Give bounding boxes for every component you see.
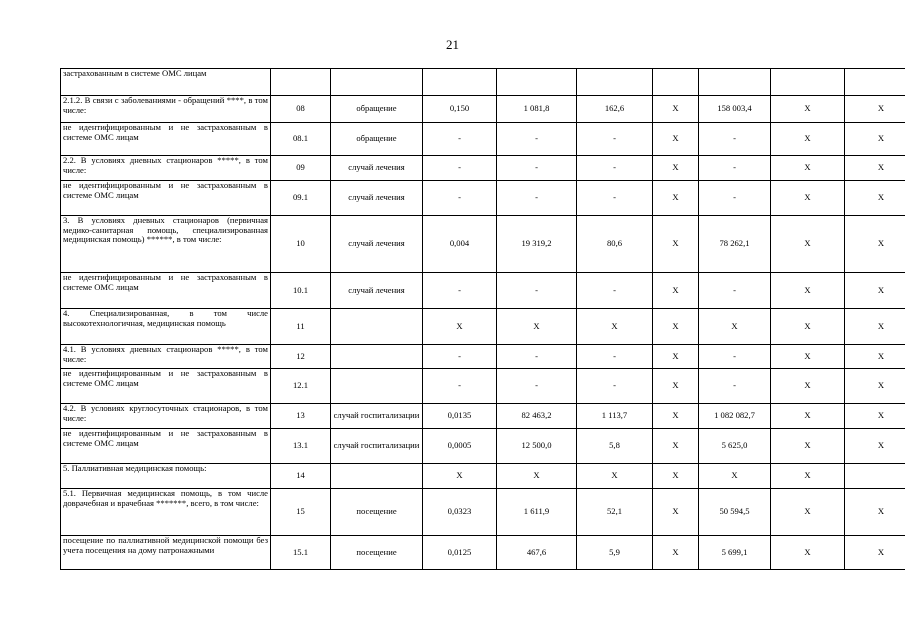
table-cell: -: [423, 369, 497, 404]
table-cell: X: [845, 309, 905, 345]
table-cell: [653, 69, 699, 96]
table-cell: -: [497, 369, 577, 404]
table-row: [61, 123, 905, 156]
table-cell: X: [497, 464, 577, 489]
table-cell: X: [771, 123, 845, 156]
table-cell: X: [653, 309, 699, 345]
table-cell: X: [845, 489, 905, 536]
table-cell: 0,150: [423, 96, 497, 123]
row-code: 10: [271, 216, 331, 273]
table-cell: 78 262,1: [699, 216, 771, 273]
table-cell: X: [845, 369, 905, 404]
table-row: [61, 489, 905, 536]
table-cell: -: [497, 123, 577, 156]
table-cell: 162,6: [577, 96, 653, 123]
table-cell: -: [577, 123, 653, 156]
table-cell: -: [699, 345, 771, 369]
table-row: [61, 345, 905, 369]
table-cell: X: [771, 96, 845, 123]
table-cell: X: [771, 273, 845, 309]
table-cell: X: [845, 404, 905, 429]
table-cell: [771, 69, 845, 96]
table-cell: 1 082 082,7: [699, 404, 771, 429]
table-cell: X: [699, 464, 771, 489]
row-code: 08.1: [271, 123, 331, 156]
row-code: 12.1: [271, 369, 331, 404]
table-cell: -: [423, 123, 497, 156]
table-cell: 82 463,2: [497, 404, 577, 429]
row-unit: [331, 69, 423, 96]
row-label: 5.1. Первичная медицинская помощь, в том числе доврачебная и врачебная *******, всего, в том числе:: [61, 489, 271, 536]
table-cell: 0,0125: [423, 536, 497, 570]
table-cell: 1 611,9: [497, 489, 577, 536]
table-cell: X: [577, 309, 653, 345]
table-cell: -: [423, 181, 497, 216]
table-cell: X: [845, 156, 905, 181]
row-code: 11: [271, 309, 331, 345]
table-cell: X: [497, 309, 577, 345]
table-cell: X: [771, 309, 845, 345]
table-cell: X: [653, 273, 699, 309]
table-cell: X: [845, 536, 905, 570]
row-unit: [331, 309, 423, 345]
row-label: не идентифицированным и не застрахованным в системе ОМС лицам: [61, 369, 271, 404]
table-cell: [577, 69, 653, 96]
table-row: [61, 156, 905, 181]
table-row: [61, 273, 905, 309]
table-cell: [845, 464, 905, 489]
table-cell: -: [497, 273, 577, 309]
table-cell: -: [577, 273, 653, 309]
table-cell: -: [423, 156, 497, 181]
table-cell: -: [699, 273, 771, 309]
table-cell: 0,0323: [423, 489, 497, 536]
row-code: [271, 69, 331, 96]
row-code: 08: [271, 96, 331, 123]
table-cell: -: [577, 181, 653, 216]
table-cell: -: [699, 156, 771, 181]
table-cell: X: [699, 309, 771, 345]
table-cell: X: [653, 123, 699, 156]
table-row: [61, 429, 905, 464]
table-cell: -: [423, 273, 497, 309]
row-code: 12: [271, 345, 331, 369]
row-label: 2.2. В условиях дневных стационаров *****, в том числе:: [61, 156, 271, 181]
table-cell: -: [699, 181, 771, 216]
row-label: 4.2. В условиях круглосуточных стационаров, в том числе:: [61, 404, 271, 429]
table-row: [61, 181, 905, 216]
table-cell: X: [423, 464, 497, 489]
table-cell: 12 500,0: [497, 429, 577, 464]
table-cell: X: [845, 96, 905, 123]
table-cell: X: [653, 489, 699, 536]
table-cell: -: [497, 181, 577, 216]
table-row: [61, 369, 905, 404]
row-unit: [331, 464, 423, 489]
table-cell: X: [423, 309, 497, 345]
table-cell: X: [653, 216, 699, 273]
row-unit: обращение: [331, 123, 423, 156]
row-label: 3. В условиях дневных стационаров (первичная медико-санитарная помощь, специализированная медицинская помощь) ******, в том числе:: [61, 216, 271, 273]
table-cell: X: [845, 123, 905, 156]
table-cell: 80,6: [577, 216, 653, 273]
table-cell: -: [699, 369, 771, 404]
table-cell: X: [577, 464, 653, 489]
row-code: 15.1: [271, 536, 331, 570]
row-unit: посещение: [331, 536, 423, 570]
table-cell: 0,0135: [423, 404, 497, 429]
table-cell: 1 113,7: [577, 404, 653, 429]
table-cell: 158 003,4: [699, 96, 771, 123]
table-cell: X: [653, 369, 699, 404]
table-cell: X: [771, 369, 845, 404]
medical-care-volumes-table: [60, 68, 905, 570]
row-label: не идентифицированным и не застрахованным в системе ОМС лицам: [61, 273, 271, 309]
table-row: [61, 464, 905, 489]
table-cell: X: [653, 404, 699, 429]
table-cell: X: [653, 156, 699, 181]
table-row: [61, 69, 905, 96]
table-cell: X: [845, 216, 905, 273]
table-cell: X: [771, 345, 845, 369]
row-unit: случай лечения: [331, 181, 423, 216]
row-code: 14: [271, 464, 331, 489]
table-cell: X: [771, 464, 845, 489]
table-cell: -: [577, 369, 653, 404]
table-cell: [423, 69, 497, 96]
table-cell: [699, 69, 771, 96]
table-cell: 5,9: [577, 536, 653, 570]
table-row: [61, 309, 905, 345]
table-cell: 5 625,0: [699, 429, 771, 464]
table-cell: -: [699, 123, 771, 156]
table-cell: -: [577, 156, 653, 181]
page-number: 21: [446, 37, 459, 52]
row-unit: случай госпитализации: [331, 429, 423, 464]
row-label: не идентифицированным и не застрахованным в системе ОМС лицам: [61, 429, 271, 464]
table-cell: X: [771, 156, 845, 181]
table-cell: X: [771, 429, 845, 464]
table-cell: 0,0005: [423, 429, 497, 464]
table-cell: X: [771, 404, 845, 429]
table-cell: 19 319,2: [497, 216, 577, 273]
table-cell: 1 081,8: [497, 96, 577, 123]
table-cell: X: [653, 96, 699, 123]
row-unit: [331, 345, 423, 369]
row-code: 13.1: [271, 429, 331, 464]
table-cell: X: [845, 429, 905, 464]
table-cell: X: [653, 181, 699, 216]
table-cell: X: [653, 536, 699, 570]
table-row: [61, 404, 905, 429]
row-unit: случай лечения: [331, 273, 423, 309]
row-label: посещение по паллиативной медицинской помощи без учета посещения на дому патронажными: [61, 536, 271, 570]
row-unit: обращение: [331, 96, 423, 123]
table-cell: X: [771, 216, 845, 273]
table-cell: [845, 69, 905, 96]
table-cell: 52,1: [577, 489, 653, 536]
table-cell: X: [771, 181, 845, 216]
table-cell: -: [577, 345, 653, 369]
row-code: 13: [271, 404, 331, 429]
row-code: 10.1: [271, 273, 331, 309]
row-label: 2.1.2. В связи с заболеваниями - обращений ****, в том числе:: [61, 96, 271, 123]
row-label: 4.1. В условиях дневных стационаров *****, в том числе:: [61, 345, 271, 369]
row-unit: посещение: [331, 489, 423, 536]
row-label: не идентифицированным и не застрахованным в системе ОМС лицам: [61, 181, 271, 216]
table-cell: -: [497, 345, 577, 369]
row-unit: случай госпитализации: [331, 404, 423, 429]
table-row: [61, 536, 905, 570]
table-cell: [497, 69, 577, 96]
row-label: 5. Паллиативная медицинская помощь:: [61, 464, 271, 489]
table-cell: X: [845, 181, 905, 216]
table-cell: 0,004: [423, 216, 497, 273]
table-cell: X: [653, 464, 699, 489]
row-unit: [331, 369, 423, 404]
row-code: 15: [271, 489, 331, 536]
row-label: застрахованным в системе ОМС лицам: [61, 69, 271, 96]
row-code: 09: [271, 156, 331, 181]
table-row: [61, 216, 905, 273]
table-cell: X: [653, 429, 699, 464]
table-cell: 5,8: [577, 429, 653, 464]
table-cell: 5 699,1: [699, 536, 771, 570]
table-cell: 467,6: [497, 536, 577, 570]
table-row: [61, 96, 905, 123]
row-unit: случай лечения: [331, 216, 423, 273]
table-cell: -: [423, 345, 497, 369]
table-cell: -: [497, 156, 577, 181]
row-label: не идентифицированным и не застрахованным в системе ОМС лицам: [61, 123, 271, 156]
table-cell: X: [845, 345, 905, 369]
table-cell: X: [771, 489, 845, 536]
table-cell: X: [845, 273, 905, 309]
table-cell: X: [653, 345, 699, 369]
row-code: 09.1: [271, 181, 331, 216]
row-label: 4. Специализированная, в том числе высокотехнологичная, медицинская помощь: [61, 309, 271, 345]
table-cell: 50 594,5: [699, 489, 771, 536]
row-unit: случай лечения: [331, 156, 423, 181]
table-cell: X: [771, 536, 845, 570]
